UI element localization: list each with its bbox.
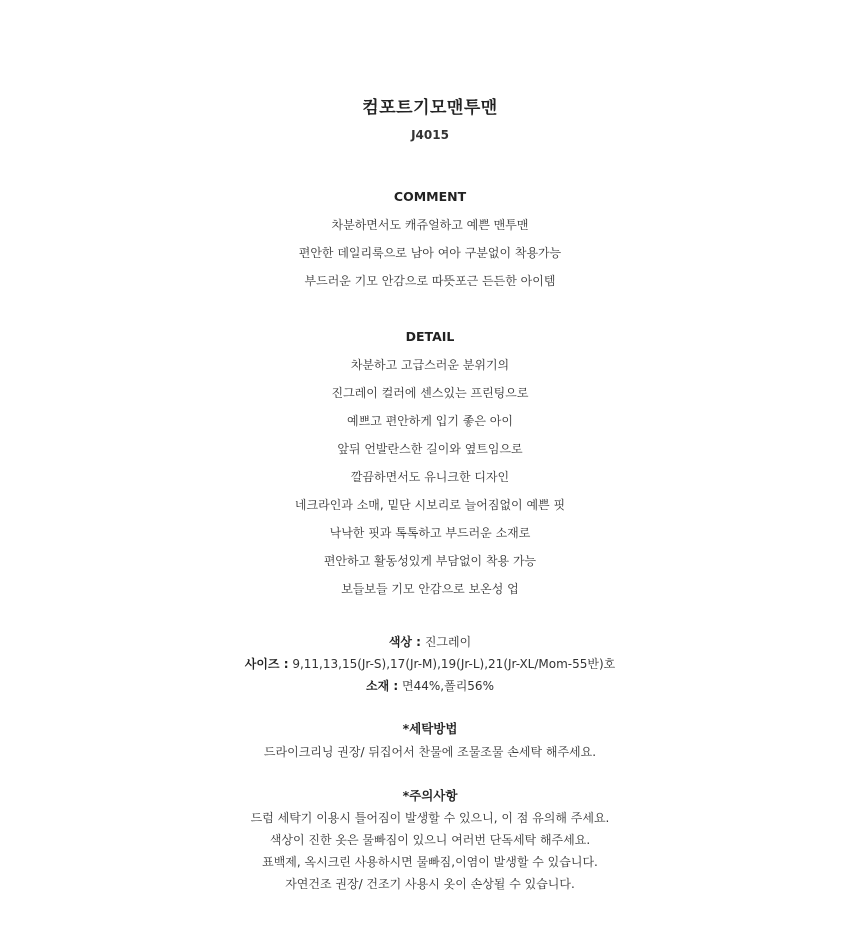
comment-line: 차분하면서도 캐쥬얼하고 예쁜 맨투맨	[331, 218, 529, 232]
detail-line: 편안하고 활동성있게 부담없이 착용 가능	[323, 554, 537, 568]
caution-heading: *주의사항	[402, 788, 458, 803]
comment-line: 부드러운 기모 안감으로 따뜻포근 든든한 아이템	[304, 274, 556, 288]
spec-material-value: 면44%,폴리56%	[402, 679, 494, 693]
spec-color	[0, 633, 860, 651]
detail-line: 예쁘고 편안하게 입기 좋은 아이	[347, 414, 513, 428]
product-title: 컴포트기모맨투맨	[362, 98, 498, 118]
caution-line: 드럼 세탁기 이용시 틀어짐이 발생할 수 있으니, 이 점 유의해 주세요.	[250, 811, 610, 825]
washing-heading: *세탁방법	[402, 721, 458, 736]
comment-line: 편안한 데일리룩으로 남아 여아 구분없이 착용가능	[298, 246, 562, 260]
caution-line: 색상이 진한 옷은 물빠짐이 있으니 여러번 단독세탁 해주세요.	[269, 833, 591, 847]
detail-line: 네크라인과 소매, 밑단 시보리로 늘어짐없이 예쁜 핏	[294, 498, 566, 512]
spec-size	[0, 655, 860, 673]
detail-line: 앞뒤 언발란스한 길이와 옆트임으로	[337, 442, 523, 456]
caution-line: 자연건조 권장/ 건조기 사용시 옷이 손상될 수 있습니다.	[285, 877, 575, 891]
detail-line: 진그레이 컬러에 센스있는 프린팅으로	[331, 386, 529, 400]
spec-material	[0, 677, 860, 695]
caution-line: 표백제, 옥시크린 사용하시면 물빠짐,이염이 발생할 수 있습니다.	[262, 855, 598, 869]
spec-color-value: 진그레이	[424, 635, 472, 649]
product-code: J4015	[411, 128, 449, 142]
detail-heading: DETAIL	[405, 329, 455, 344]
spec-material-label: 소재 :	[366, 679, 399, 693]
detail-line: 낙낙한 핏과 톡톡하고 부드러운 소재로	[329, 526, 531, 540]
spec-size-label: 사이즈 :	[244, 657, 289, 671]
comment-heading: COMMENT	[393, 189, 467, 204]
spec-color-label: 색상 :	[388, 635, 421, 649]
detail-line: 깔끔하면서도 유니크한 디자인	[350, 470, 510, 484]
detail-line: 차분하고 고급스러운 분위기의	[350, 358, 510, 372]
spec-size-value: 9,11,13,15(Jr-S),17(Jr-M),19(Jr-L),21(Jr-XL/Mom-55반)호	[292, 657, 616, 671]
detail-line: 보들보들 기모 안감으로 보온성 업	[341, 582, 519, 596]
washing-line: 드라이크리닝 권장/ 뒤집어서 찬물에 조물조물 손세탁 해주세요.	[263, 745, 597, 759]
